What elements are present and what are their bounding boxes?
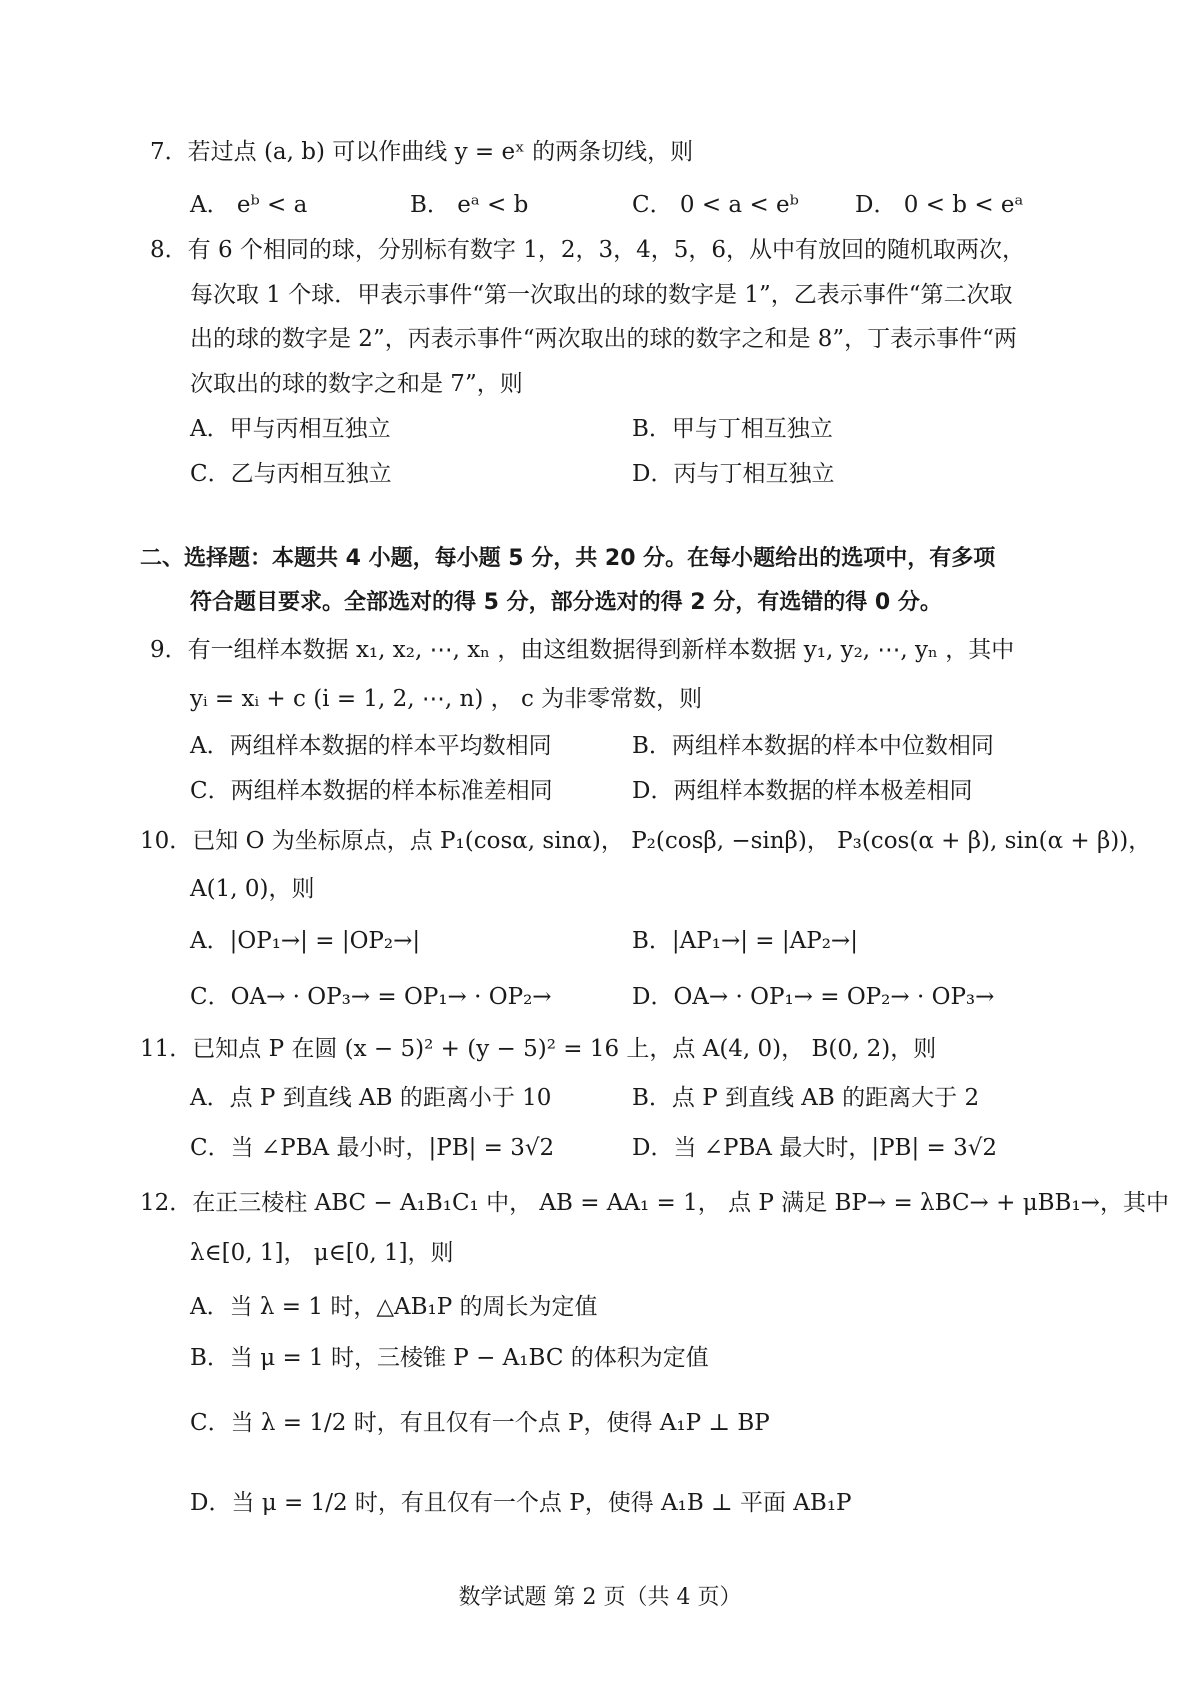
question-11-stem: 11．已知点 P 在圆 (x − 5)² + (y − 5)² = 16 上，点 A(4, 0)， B(0, 2)，则 bbox=[140, 1036, 937, 1062]
question-9-line-2: yᵢ = xᵢ + c (i = 1, 2, ⋯, n) ， c 为非零常数，则 bbox=[190, 686, 703, 712]
question-10-line-2: A(1, 0)，则 bbox=[190, 876, 315, 902]
question-10-line-1: 10．已知 O 为坐标原点，点 P₁(cosα, sinα)， P₂(cosβ, −sinβ)， P₃(cos(α + β), sin(α + β))， bbox=[140, 828, 1152, 854]
question-8-line-3: 出的球的数字是 2”，丙表示事件“两次取出的球的数字之和是 8”，丁表示事件“两 bbox=[190, 326, 1017, 352]
question-8-option-d: D．丙与丁相互独立 bbox=[632, 461, 835, 487]
question-10-option-a: A．|OP₁→| = |OP₂→| bbox=[190, 928, 421, 954]
question-7-option-b: B． eᵃ < b bbox=[410, 192, 529, 218]
page-footer: 数学试题 第 2 页（共 4 页） bbox=[458, 1585, 742, 1610]
question-8-option-c: C．乙与丙相互独立 bbox=[190, 461, 392, 487]
section-2-heading-line-1: 二、选择题：本题共 4 小题，每小题 5 分，共 20 分。在每小题给出的选项中，有多项 bbox=[140, 546, 996, 571]
question-12-option-a: A．当 λ = 1 时，△AB₁P 的周长为定值 bbox=[190, 1294, 598, 1320]
question-12-option-d: D．当 μ = 1/2 时，有且仅有一个点 P，使得 A₁B ⊥ 平面 AB₁P bbox=[190, 1490, 852, 1516]
question-11-option-c: C．当 ∠PBA 最小时，|PB| = 3√2 bbox=[190, 1135, 555, 1161]
question-7-option-a: A． eᵇ < a bbox=[190, 192, 308, 218]
question-7-stem: 7．若过点 (a, b) 可以作曲线 y = eˣ 的两条切线，则 bbox=[150, 139, 694, 165]
question-8-line-2: 每次取 1 个球．甲表示事件“第一次取出的球的数字是 1”，乙表示事件“第二次取 bbox=[190, 282, 1013, 308]
question-8-line-4: 次取出的球的数字之和是 7”，则 bbox=[190, 371, 523, 397]
question-11-option-a: A．点 P 到直线 AB 的距离小于 10 bbox=[190, 1085, 552, 1111]
question-9-option-a: A．两组样本数据的样本平均数相同 bbox=[190, 733, 552, 759]
question-10-option-b: B．|AP₁→| = |AP₂→| bbox=[632, 928, 858, 954]
question-9-line-1: 9．有一组样本数据 x₁, x₂, ⋯, xₙ ，由这组数据得到新样本数据 y₁, y₂, ⋯, yₙ ，其中 bbox=[150, 637, 1015, 663]
question-12-option-c: C．当 λ = 1/2 时，有且仅有一个点 P，使得 A₁P ⊥ BP bbox=[190, 1410, 770, 1436]
question-12-option-b: B．当 μ = 1 时，三棱锥 P − A₁BC 的体积为定值 bbox=[190, 1345, 709, 1371]
question-11-option-d: D．当 ∠PBA 最大时，|PB| = 3√2 bbox=[632, 1135, 998, 1161]
question-8-option-b: B．甲与丁相互独立 bbox=[632, 416, 833, 442]
question-11-option-b: B．点 P 到直线 AB 的距离大于 2 bbox=[632, 1085, 980, 1111]
question-10-option-d: D．OA→ · OP₁→ = OP₂→ · OP₃→ bbox=[632, 984, 995, 1010]
question-7-option-c: C． 0 < a < eᵇ bbox=[632, 192, 799, 218]
question-10-option-c: C．OA→ · OP₃→ = OP₁→ · OP₂→ bbox=[190, 984, 552, 1010]
question-12-line-2: λ∈[0, 1]， μ∈[0, 1]，则 bbox=[190, 1240, 454, 1266]
question-12-line-1: 12．在正三棱柱 ABC − A₁B₁C₁ 中， AB = AA₁ = 1， 点 P 满足 BP→ = λBC→ + μBB₁→，其中 bbox=[140, 1190, 1169, 1216]
question-8-line-1: 8．有 6 个相同的球，分别标有数字 1，2，3，4，5，6，从中有放回的随机取两次， bbox=[150, 237, 1025, 263]
question-8-option-a: A．甲与丙相互独立 bbox=[190, 416, 391, 442]
question-7-option-d: D． 0 < b < eᵃ bbox=[855, 192, 1024, 218]
question-9-option-c: C．两组样本数据的样本标准差相同 bbox=[190, 778, 553, 804]
section-2-heading-line-2: 符合题目要求。全部选对的得 5 分，部分选对的得 2 分，有选错的得 0 分。 bbox=[190, 590, 942, 615]
question-9-option-d: D．两组样本数据的样本极差相同 bbox=[632, 778, 973, 804]
question-9-option-b: B．两组样本数据的样本中位数相同 bbox=[632, 733, 994, 759]
